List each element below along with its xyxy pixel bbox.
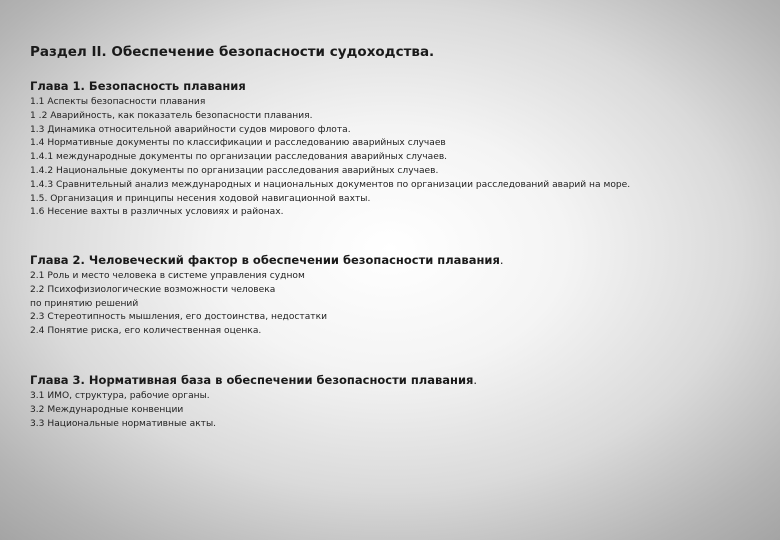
section-title: Раздел II. Обеспечение безопасности судоходства. (30, 44, 435, 60)
chapter-items (30, 390, 760, 431)
chapter-title (30, 373, 760, 387)
chapter-title-suffix: . (473, 373, 478, 387)
list-item: 1.5. Организация и принципы несения ходовой навигационной вахты. (30, 193, 371, 204)
list-item: 1.4.2 Национальные документы по организации расследования аварийных случаев. (30, 165, 439, 176)
chapter-items (30, 96, 760, 220)
list-item: 1 .2 Аварийность, как показатель безопасности плавания. (30, 110, 313, 121)
list-item: 3.2 Международные конвенции (30, 404, 184, 415)
chapter-title (30, 79, 760, 93)
chapter-title-text: Глава 2. Человеческий фактор в обеспечении безопасности плавания (30, 253, 500, 267)
list-item: по принятию решений (30, 298, 139, 309)
list-item: 2.1 Роль и место человека в системе управления судном (30, 271, 305, 281)
list-item: 1.4.1 международные документы по организации расследования аварийных случаев. (30, 152, 448, 163)
list-item: 1.1 Аспекты безопасности плавания (30, 97, 206, 107)
list-item: 1.4 Нормативные документы по классификации и расследованию аварийных случаев (30, 138, 446, 149)
chapter-title-text: Глава 1. Безопасность плавания (30, 79, 246, 93)
chapter-1 (30, 79, 760, 220)
chapter-2 (30, 253, 760, 339)
chapter-title-text: Глава 3. Нормативная база в обеспечении безопасности плавания (30, 373, 474, 387)
list-item: 3.1 ИМО, структура, рабочие органы. (30, 391, 210, 401)
chapter-items (30, 270, 760, 339)
list-item: 2.2 Психофизиологические возможности человека (30, 284, 276, 295)
chapter-3 (30, 373, 760, 431)
chapter-title-suffix: . (499, 253, 504, 267)
list-item: 1.6 Несение вахты в различных условиях и районах. (30, 207, 284, 218)
list-item: 2.4 Понятие риска, его количественная оценка. (30, 326, 262, 337)
list-item: 3.3 Национальные нормативные акты. (30, 418, 217, 429)
list-item: 1.3 Динамика относительной аварийности судов мирового флота. (30, 124, 351, 135)
slide-content (30, 0, 760, 540)
list-item: 2.3 Стереотипность мышления, его достоинства, недостатки (30, 312, 327, 323)
list-item: 1.4.3 Сравнительный анализ международных и национальных документов по организации расследований аварий на море. (30, 179, 631, 190)
chapter-title (30, 253, 760, 267)
